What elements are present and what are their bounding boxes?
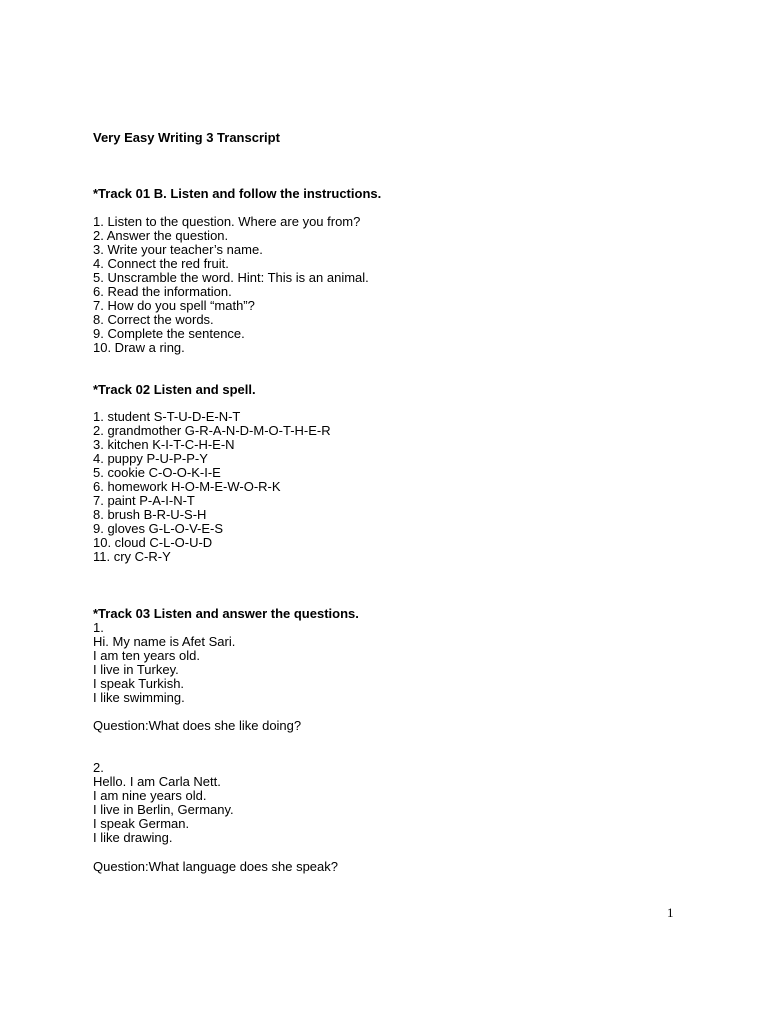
question-text: Question:What does she like doing? (93, 718, 302, 733)
transcript-line: I speak German. (93, 816, 190, 831)
list-item: 4. Connect the red fruit. (93, 256, 229, 271)
track3-heading: *Track 03 Listen and answer the questions. (93, 606, 359, 621)
question-text: Question:What language does she speak? (93, 859, 339, 874)
track3-part-1 (93, 621, 235, 705)
page-number: 1 (667, 905, 674, 920)
part-number: 2. (93, 760, 104, 775)
list-item: 1. Listen to the question. Where are you from? (93, 214, 361, 229)
list-item: 8. Correct the words. (93, 312, 214, 327)
track1-list (93, 215, 369, 355)
list-item: 4. puppy P-U-P-P-Y (93, 451, 208, 466)
track2-heading: *Track 02 Listen and spell. (93, 382, 256, 397)
transcript-line: I am ten years old. (93, 648, 200, 663)
list-item: 6. Read the information. (93, 284, 232, 299)
transcript-line: I like swimming. (93, 690, 185, 705)
list-item: 8. brush B-R-U-S-H (93, 507, 207, 522)
document-title-block (93, 131, 280, 145)
transcript-line: Hi. My name is Afet Sari. (93, 634, 236, 649)
list-item: 5. cookie C-O-O-K-I-E (93, 465, 221, 480)
transcript-line: I am nine years old. (93, 788, 207, 803)
transcript-line: I live in Berlin, Germany. (93, 802, 234, 817)
track2-list (93, 410, 331, 564)
list-item: 9. Complete the sentence. (93, 326, 245, 341)
list-item: 3. kitchen K-I-T-C-H-E-N (93, 437, 235, 452)
document-title: Very Easy Writing 3 Transcript (93, 130, 280, 145)
list-item: 2. grandmother G-R-A-N-D-M-O-T-H-E-R (93, 423, 331, 438)
transcript-line: Hello. I am Carla Nett. (93, 774, 221, 789)
part-number: 1. (93, 620, 104, 635)
list-item: 10. cloud C-L-O-U-D (93, 535, 213, 550)
list-item: 1. student S-T-U-D-E-N-T (93, 409, 241, 424)
track3-part-1-question-block (93, 719, 301, 733)
track3-heading-block (93, 607, 359, 621)
transcript-line: I like drawing. (93, 830, 173, 845)
track2-heading-block (93, 383, 256, 397)
transcript-line: I live in Turkey. (93, 662, 179, 677)
transcript-line: I speak Turkish. (93, 676, 185, 691)
track3-part-2 (93, 761, 234, 845)
list-item: 9. gloves G-L-O-V-E-S (93, 521, 224, 536)
list-item: 2. Answer the question. (93, 228, 229, 243)
track3-part-2-question-block (93, 860, 338, 874)
list-item: 10. Draw a ring. (93, 340, 185, 355)
list-item: 3. Write your teacher’s name. (93, 242, 263, 257)
list-item: 7. paint P-A-I-N-T (93, 493, 195, 508)
list-item: 7. How do you spell “math”? (93, 298, 255, 313)
list-item: 6. homework H-O-M-E-W-O-R-K (93, 479, 281, 494)
track1-heading-block (93, 187, 381, 201)
list-item: 11. cry C-R-Y (93, 549, 171, 564)
track1-heading: *Track 01 B. Listen and follow the instructions. (93, 186, 382, 201)
list-item: 5. Unscramble the word. Hint: This is an animal. (93, 270, 369, 285)
